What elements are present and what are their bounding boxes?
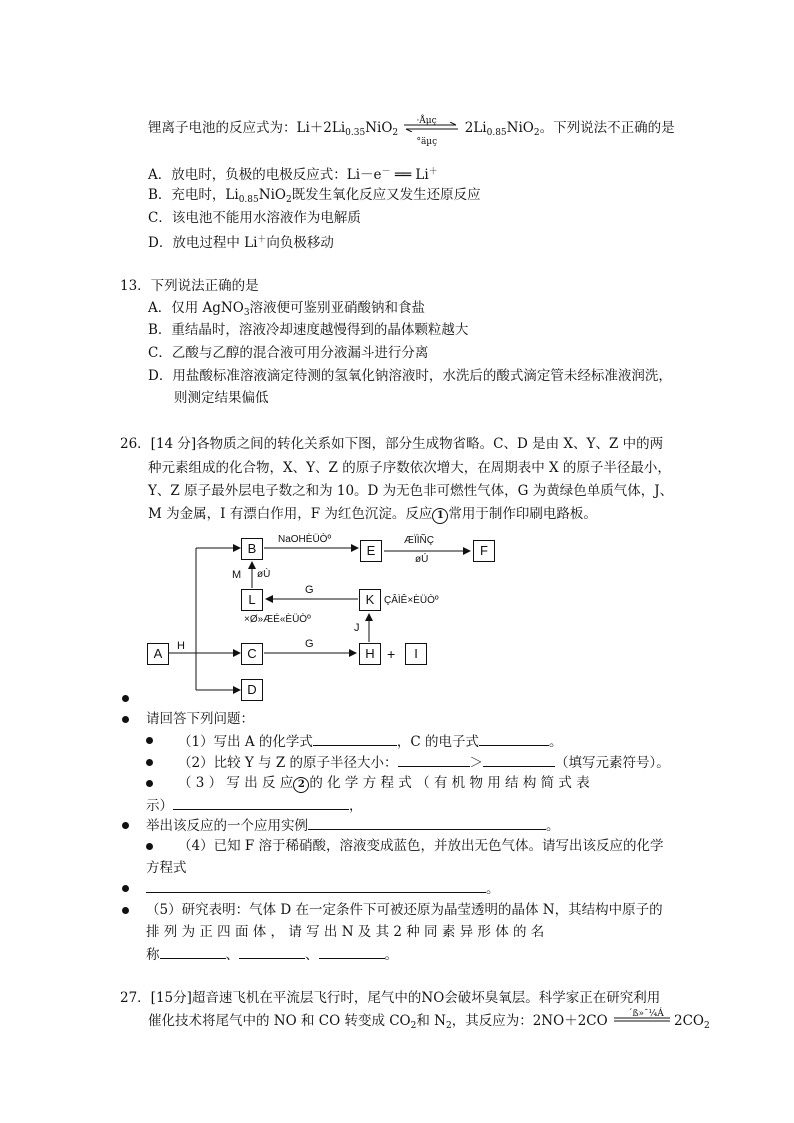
node-e: E <box>360 540 382 562</box>
label-h: H <box>177 640 185 652</box>
q13-option-a: A．仅用 AgNO$_3$溶液便可鉴别亚硝酸钠和食盐 <box>148 300 426 318</box>
label-j: J <box>354 622 360 634</box>
node-f: F <box>473 540 495 562</box>
q27-stem-line2: 催化技术将尾气中的 NO 和 CO 转变成 $CO_2$和 $N_2$，其反应为：2NO＋2CO ´ß»¯¼Á $2CO_2$ <box>148 1008 710 1031</box>
bullet <box>122 907 129 914</box>
node-c: C <box>241 643 263 665</box>
q13-option-c: C．乙酸与乙醇的混合液可用分液漏斗进行分离 <box>148 345 429 361</box>
node-a: A <box>147 643 169 665</box>
q12-option-a: A．放电时，负极的电极反应式：Li－e－ ══ Li＋ <box>148 167 438 183</box>
q26-stem-line1: 26．[14 分]各物质之间的转化关系如下图，部分生成物省略。C、D 是由 X、Y、Z 中的两 <box>120 436 664 452</box>
q13-stem: 13．下列说法正确的是 <box>120 278 259 294</box>
node-i: I <box>405 643 427 665</box>
q13-option-b: B．重结晶时，溶液冷却速度越慢得到的晶体颗粒越大 <box>148 322 469 338</box>
q13-option-d-cont: 则测定结果偏低 <box>174 390 269 406</box>
q26-part4-line3: 。 <box>146 878 500 899</box>
q26-part3-line3: 举出该反应的一个应用实例 。 <box>146 815 560 836</box>
label-g1: G <box>305 584 314 596</box>
label-m: M <box>232 569 242 581</box>
answer-blank[interactable] <box>313 731 397 746</box>
node-k: K <box>359 589 381 611</box>
label-k: ÇÂÌÊ×ÈÜÒº <box>384 595 439 606</box>
q27-stem-line1: 27．[15分]超音速飞机在平流层飞行时，尾气中的NO会破坏臭氧层。科学家正在研究利用 <box>120 990 661 1006</box>
bullet <box>146 843 153 850</box>
bullet <box>146 737 153 744</box>
q26-part4-line2: 方程式 <box>146 860 187 876</box>
node-h: H <box>359 643 381 665</box>
label-m-cond: øÙ <box>257 569 271 580</box>
answer-blank[interactable] <box>146 878 486 893</box>
q26-stem-line3: Y、Z 原子最外层电子数之和为 10。D 为无色非可燃性气体，G 为黄绿色单质气体，J、 <box>148 483 674 499</box>
bullet <box>122 695 129 702</box>
answer-blank[interactable] <box>239 944 305 959</box>
q12-option-d: D．放电过程中 Li＋向负极移动 <box>148 235 334 251</box>
answer-blank[interactable] <box>483 752 555 767</box>
q26-part1: （1）写出 A 的化学式 ，C 的电子式 。 <box>178 731 563 752</box>
node-l: L <box>241 589 263 611</box>
plus-sign: + <box>387 646 396 662</box>
label-naoh: NaOHÈÜÒº <box>278 534 332 545</box>
answer-blank[interactable] <box>479 731 549 746</box>
q26-part5-line2: 排 列 为 正 四 面 体 ， 请 写 出 N 及 其 2 种 同 素 异 形 体 的 名 <box>146 924 545 940</box>
bullet <box>122 885 129 892</box>
q26-part4-line1: （4）已知 F 溶于稀硝酸，溶液变成蓝色，并放出无色气体。请写出该反应的化学 <box>178 838 664 854</box>
answer-blank[interactable] <box>398 752 470 767</box>
node-d: D <box>241 679 263 701</box>
bullet <box>146 780 153 787</box>
q12-stem: 锂离子电池的反应式为：$Li+2Li_{0.35}NiO_2$ ·Åµç °äµç $2Li_{0.85}NiO_2$。下列说法不正确的是 <box>148 115 675 147</box>
label-ef-top: ÆÏÌÑÇ <box>404 535 434 546</box>
node-b: B <box>241 538 263 560</box>
bullet <box>122 716 129 723</box>
reaction-2-marker: 2 <box>293 777 309 793</box>
answer-blank[interactable] <box>160 944 226 959</box>
q13-option-d: D．用盐酸标准溶液滴定待测的氢氧化钠溶液时，水洗后的酸式滴定管未经标准液润洗， <box>148 368 672 384</box>
q26-part2: （2）比较 Y 与 Z 的原子半径大小： ＞ （填写元素符号）。 <box>178 752 670 773</box>
label-l: ×Ø»ÆÉ«ÈÜÒº <box>244 614 311 625</box>
catalyst-arrow: ´ß»¯¼Á <box>627 1008 664 1019</box>
answer-blank[interactable] <box>308 815 546 830</box>
label-g2: G <box>305 638 314 650</box>
q26-stem-line2: 种元素组成的化合物，X、Y、Z 的原子序数依次增大，在周期表中 X 的原子半径最小， <box>148 460 671 476</box>
q26-part3-line2: 示） ， <box>146 795 363 816</box>
reaction-1-marker: 1 <box>432 508 448 524</box>
answer-blank[interactable] <box>319 944 385 959</box>
q26-part5-line1: （5）研究表明：气体 D 在一定条件下可被还原为晶莹透明的晶体 N，其结构中原子的 <box>146 902 663 918</box>
reversible-arrow: ·Åµç °äµç <box>402 119 460 139</box>
q26-stem-line4: M 为金属，I 有漂白作用，F 为红色沉淀。反应 1 常用于制作印刷电路板。 <box>148 506 597 522</box>
bullet <box>122 822 129 829</box>
answer-blank[interactable] <box>173 795 349 810</box>
q26-part3-line1: （ 3 ） 写 出 反 应 2 的 化 学 方 程 式 （ 有 机 物 用 结 构 简 式 表 <box>178 775 590 791</box>
label-ef-bot: øÚ <box>415 554 429 565</box>
bullet <box>146 759 153 766</box>
q12-option-c: C．该电池不能用水溶液作为电解质 <box>148 210 361 226</box>
q26-ask: 请回答下列问题： <box>146 711 254 727</box>
q12-option-b: B．充电时，$Li_{0.85}NiO_2$既发生氧化反应又发生还原反应 <box>148 187 481 205</box>
q26-part5-line3: 称 、 、 。 <box>146 944 398 965</box>
